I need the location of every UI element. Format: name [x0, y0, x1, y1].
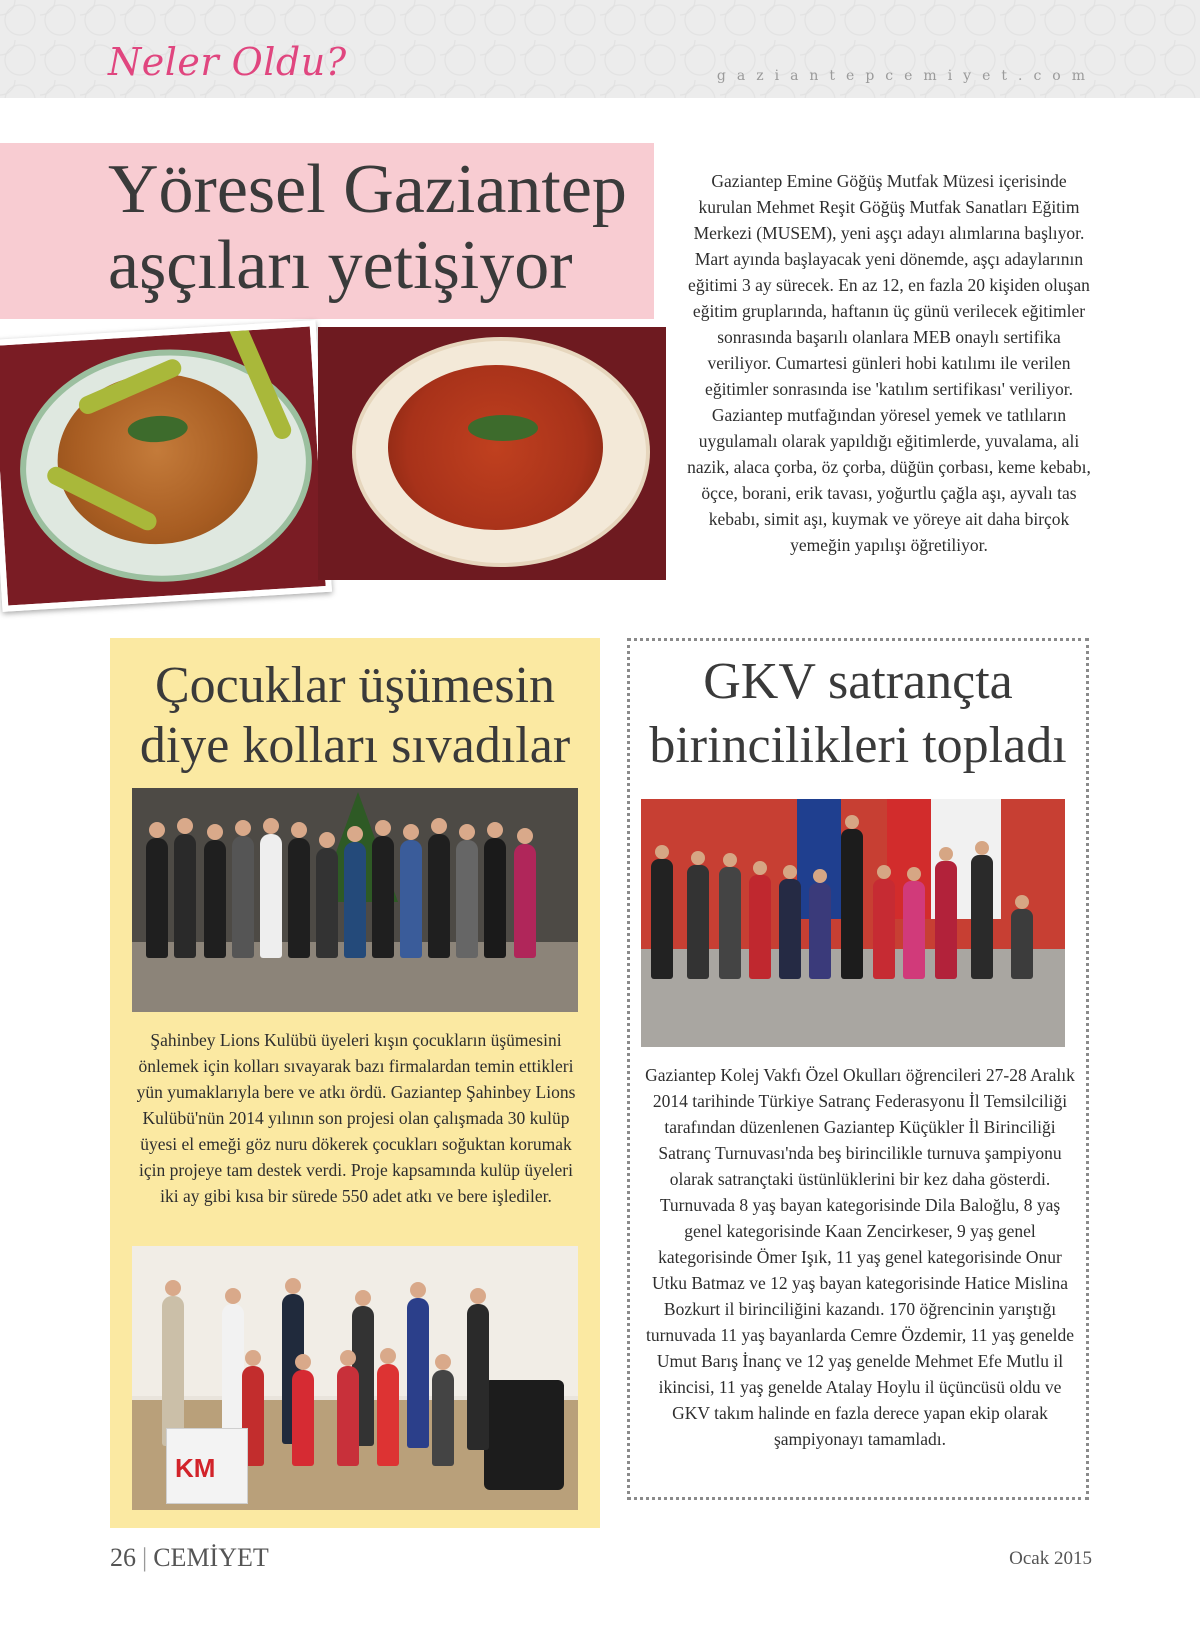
article2-body: Şahinbey Lions Kulübü üyeleri kışın çocukların üşümesini önlemek için kolları sıvayarak bazı firmalardan temin ettikleri yün yumaklarıyla bere ve atkı ördü. Gaziantep Şahinbey Lions Kulübü'nün 2014 yılının son projesi olan çalışmada 30 kulüp üyesi el emeği göz nuru dökerek çocukları soğuktan korumak için projeye tam destek verdi. Proje kapsamında kulüp üyeleri iki ay gibi kısa bir sürede 550 adet atkı ve bere işlediler. [136, 1030, 576, 1206]
section-title: Neler Oldu? [108, 40, 347, 84]
page-number: 26 [110, 1543, 136, 1572]
article3-title: GKV satrançta birincilikleri topladı [649, 653, 1067, 774]
shopping-bag [166, 1428, 248, 1504]
article1-body: Gaziantep Emine Göğüş Mutfak Müzesi içerisinde kurulan Mehmet Reşit Göğüş Mutfak Sanatları Eğitim Merkezi (MUSEM), yeni aşçı adayı alımlarına başlıyor. Mart ayında başlayacak yeni dönemde, aşçı adaylarının eğitimi 3 ay sürecek. En az 12, en fazla 20 kişiden oluşan eğitim gruplarında, haftanın üç günü verilecek eğitimler sonrasında başarılı olanlara MEB onaylı sertifika veriliyor. Cumartesi günleri hobi katılımı ile verilen eğitimler sonrasında ise 'katılım sertifikası' veriliyor. Gaziantep mutfağından yöresel yemek ve tatlıların uygulamalı olarak yapıldığı eğitimlerde, yuvalama, ali nazik, alaca çorba, öz çorba, düğün çorbası, keme kebabı, öçce, borani, erik tavası, yoğurtlu çağla aşı, ayvalı tas kebabı, simit aşı, kuymak ve yöreye ait daha birçok yemeğin yapılışı öğretiliyor. [687, 171, 1091, 555]
article1-photo-rice [0, 320, 332, 612]
article3-body: Gaziantep Kolej Vakfı Özel Okulları öğrencileri 27-28 Aralık 2014 tarihinde Türkiye Satranç Federasyonu İl Temsilciliği tarafından düzenlenen Gaziantep Küçükler İl Birinciliği Satranç Turnuvası'nda beş birincilikle turnuva şampiyonu olarak satrançtaki üstünlüklerini bir kez daha gösterdi. Turnuvada 8 yaş bayan kategorisinde Dila Baloğlu, 8 yaş genel kategorisinde Kaan Zencirkeser, 9 yaş genel kategorisinde Ömer Işık, 11 yaş genel kategorisinde Onur Utku Batmaz ve 12 yaş bayan kategorisinde Hatice Mislina Bozkurt il birinciliğini kazandı. 170 öğrencinin yarıştığı turnuvada 11 yaş bayanlarda Cemre Özdemir, 11 yaş genelde Umut Barış İnanç ve 12 yaş genelde Mehmet Efe Mutlu il ikincisi, 11 yaş genelde Atalay Hoylu il üçüncüsü oldu ve GKV takım halinde en fazla derece yapan ekip olarak şampiyonayı tamamladı. [645, 1065, 1075, 1449]
article2-title: Çocuklar üşümesin diye kolları sıvadılar [139, 657, 571, 774]
footer-separator: | [142, 1543, 148, 1572]
article1-title: Yöresel Gaziantep aşçıları yetişiyor [108, 151, 627, 304]
site-url: gaziantepcemiyet.com [716, 68, 1096, 84]
article2-photo-group [132, 788, 578, 1012]
article3-photo-chess-kids [641, 799, 1065, 1047]
bag-logo-text: KM [175, 1453, 216, 1483]
article2-photo-children [132, 1246, 578, 1510]
magazine-name: CEMİYET [153, 1543, 269, 1572]
issue-date: Ocak 2015 [1009, 1548, 1092, 1569]
article1-photo-stew [318, 327, 666, 580]
footer-left [110, 1543, 269, 1573]
